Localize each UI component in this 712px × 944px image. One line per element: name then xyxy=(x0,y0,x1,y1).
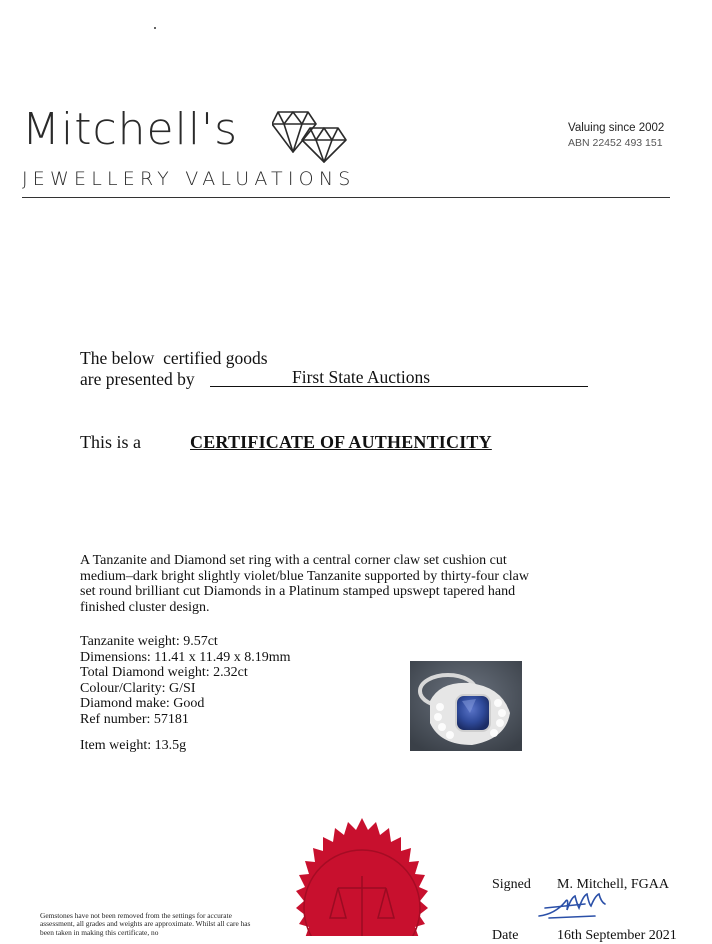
diamond-logo-icon xyxy=(272,106,352,164)
spec-diamond-make: Diamond make: Good xyxy=(80,696,205,711)
spec-colour-clarity: Colour/Clarity: G/SI xyxy=(80,680,196,696)
intro-line-1: The below certified goods xyxy=(80,348,268,368)
presenter-name: First State Auctions xyxy=(292,367,431,387)
intro-line-2: are presented by xyxy=(80,369,195,389)
header-divider xyxy=(22,197,670,198)
signed-label: Signed xyxy=(492,877,531,892)
item-description: A Tanzanite and Diamond set ring with a central corner claw set cushion cut medium–dark bright slightly violet/blue Tanzanite supported by thirty-four claw set round brilliant cut Diamonds in a Platinum stamped upswept tapered hand finished cluster design. xyxy=(80,553,529,615)
spec-ref-number: Ref number: 57181 xyxy=(80,711,189,727)
tagline: JEWELLERY VALUATIONS xyxy=(22,168,356,190)
valuing-since: Valuing since 2002 xyxy=(568,122,665,134)
handwritten-signature xyxy=(535,890,615,922)
certificate-prefix: This is a xyxy=(80,432,141,452)
certificate-date: 16th September 2021 xyxy=(557,928,677,943)
spec-tanzanite-weight: Tanzanite weight: 9.57ct xyxy=(80,634,218,649)
spec-list xyxy=(80,634,291,727)
brand-name: Mitchell's xyxy=(22,104,239,155)
ring-image xyxy=(410,661,522,751)
spec-dimensions: Dimensions: 11.41 x 11.49 x 8.19mm xyxy=(80,649,291,665)
abn-number: ABN 22452 493 151 xyxy=(568,137,663,149)
signer-name: M. Mitchell, FGAA xyxy=(557,877,669,892)
ring-photo xyxy=(410,661,522,751)
stray-dot xyxy=(154,27,156,29)
disclaimer-text: Gemstones have not been removed from the settings for accurate assessment, all grades and weights are approximate. Whilst all care has been taken in making this certificate, no xyxy=(40,911,251,937)
item-weight: Item weight: 13.5g xyxy=(80,738,187,753)
certificate-title: CERTIFICATE OF AUTHENTICITY xyxy=(190,432,492,452)
wax-seal-icon xyxy=(272,818,452,936)
spec-diamond-weight: Total Diamond weight: 2.32ct xyxy=(80,665,248,680)
date-label: Date xyxy=(492,928,519,943)
